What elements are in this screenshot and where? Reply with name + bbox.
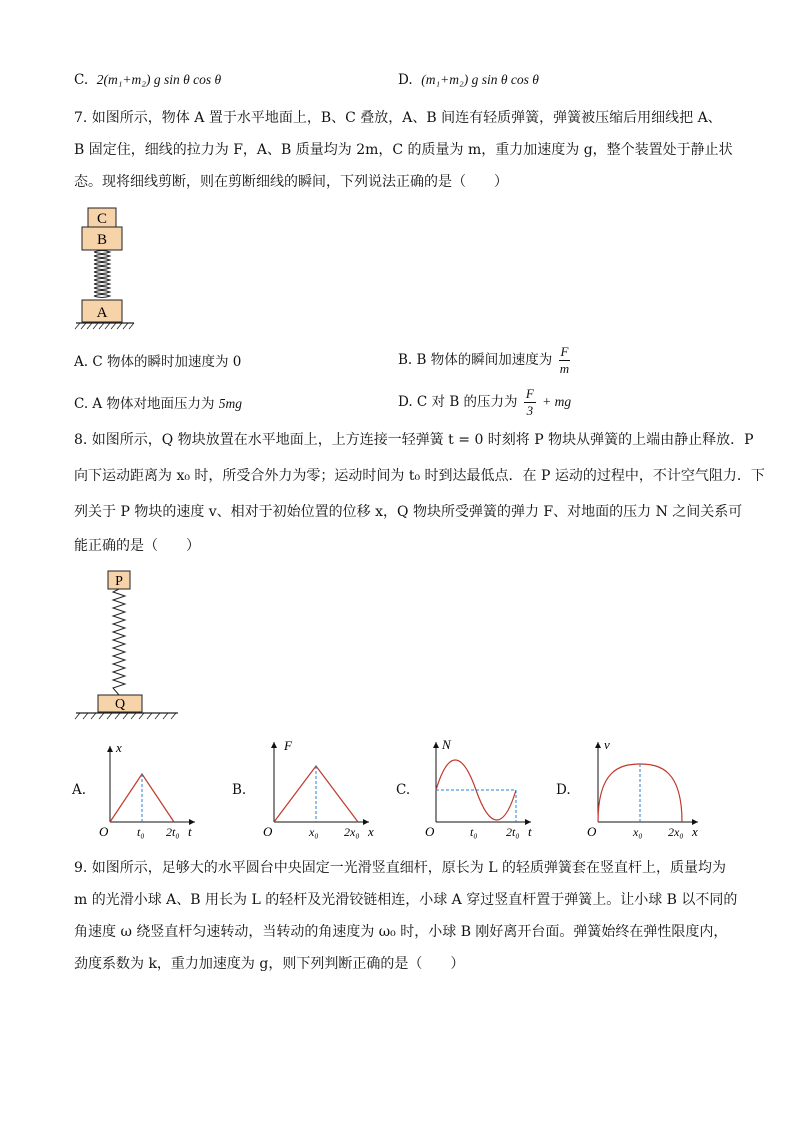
q6-option-d [398,70,539,90]
q8-graph-c-tick1: t₀ [470,825,478,839]
q7-option-b [398,344,572,377]
q7-option-d-fraction [524,386,536,419]
q9-stem-line1: 9. 如图所示，足够大的水平圆台中央固定一光滑竖直细杆，原长为 L 的轻质弹簧套在竖直杆上，质量均为 [74,860,727,876]
q8-graph-d [580,737,710,840]
q7-block-c-label: C [96,211,108,227]
q8-graph-c-origin: O [425,824,435,839]
q8-ground-hatch [75,713,176,719]
q7-option-b-den: m [559,361,570,376]
q8-graph-d-xlabel: x [692,824,698,839]
q8-graph-a-option: A. [72,782,87,798]
q8-graph-b-origin: O [263,824,273,839]
q7-option-d [398,386,571,419]
q8-graph-b-xlabel: x [368,824,374,839]
q6-option-c-label: C. [74,72,89,88]
q8-graph-c-xlabel: t [528,824,532,839]
q9-stem-line4: 劲度系数为 k，重力加速度为 g，则下列判断正确的是（ ） [74,956,465,972]
q8-graph-d-tick2: 2x₀ [668,825,684,839]
q9-stem-line3: 角速度 ω 绕竖直杆匀速转动，当转动的角速度为 ω₀ 时，小球 B 刚好离开台面。弹簧始终在弹性限度内， [74,924,728,940]
q7-stem-line1: 7. 如图所示，物体 A 置于水平地面上，B、C 叠放，A、B 间连有轻质弹簧，弹簧被压缩后用细线把 A、 [74,110,722,126]
q8-stem-line4: 能正确的是（ ） [74,538,200,554]
q8-graph-d-origin: O [587,824,597,839]
q7-option-d-den: 3 [526,403,534,418]
q8-graph-d-option: D. [556,782,571,798]
q8-graph-b-tick2: 2x₀ [344,825,360,839]
q7-ground-hatch [75,323,134,329]
q8-graph-a [92,740,202,840]
q8-stem-line3: 列关于 P 物块的速度 v、相对于初始位置的位移 x，Q 物块所受弹簧的弹力 F、对地面的压力 N 之间关系可 [74,504,743,520]
q8-block-q-label: Q [114,697,126,712]
q8-graph-c-dash [436,790,516,822]
q7-block-b-label: B [96,232,108,248]
q6-option-d-expr: (m₁+m₂) g sin θ cos θ [421,72,539,87]
q7-option-c-val: 5mg [218,396,243,411]
q8-graph-d-curve [598,764,682,822]
q8-graph-a-tick1: t₀ [137,825,145,839]
q8-graph-a-xlabel: t [188,824,192,839]
q7-option-d-prefix: D. C 对 B 的压力为 [398,394,518,410]
q9-stem-line2: m 的光滑小球 A、B 用长为 L 的轻杆及光滑铰链相连，小球 A 穿过竖直杆置于弹簧上。让小球 B 以不同的 [74,892,738,908]
q8-graph-a-ylabel: x [116,740,122,755]
q8-graph-c [418,737,538,840]
q8-graph-d-tick1: x₀ [633,825,643,839]
q8-graph-d-ylabel: v [604,737,610,752]
q8-stem-line1: 8. 如图所示，Q 物块放置在水平地面上，上方连接一轻弹簧 t = 0 时刻将 P 物块从弹簧的上端由静止释放．P [74,432,754,448]
q7-figure [74,205,154,335]
q8-graph-a-origin: O [99,824,109,839]
q7-option-a: A. C 物体的瞬时加速度为 0 [74,354,242,370]
q7-block-a-label: A [96,305,108,321]
q7-option-d-num: F [525,386,534,401]
q8-graph-b-option: B. [232,782,247,798]
q8-graph-b-ylabel: F [284,738,292,753]
q8-block-p-label: P [115,574,123,589]
q8-graph-c-tick2: 2t₀ [506,825,520,839]
q7-option-b-prefix: B. B 物体的瞬间加速度为 [398,352,553,368]
q7-spring [94,251,110,298]
q7-option-b-num: F [560,344,569,359]
q6-option-d-label: D. [398,72,413,88]
q8-graph-b [256,740,376,840]
q7-option-c [74,394,242,414]
q8-stem-line2: 向下运动距离为 x₀ 时，所受合外力为零；运动时间为 t₀ 时到达最低点．在 P 运动的过程中，不计空气阻力．下 [74,468,765,484]
q8-graph-c-ylabel: N [442,737,451,752]
q8-graph-b-tick1: x₀ [309,825,319,839]
q6-option-c [74,70,221,90]
q8-figure [74,570,184,720]
q7-option-c-prefix: C. A 物体对地面压力为 [74,396,215,412]
q7-option-d-suffix: + mg [542,394,572,409]
q8-graph-c-option: C. [396,782,411,798]
q8-spring [113,589,125,695]
q6-option-c-expr: 2(m₁+m₂) g sin θ cos θ [96,72,222,87]
q8-graph-a-tick2: 2t₀ [166,825,180,839]
q7-stem-line3: 态。现将细线剪断，则在剪断细线的瞬间，下列说法正确的是（ ） [74,174,508,190]
q7-stem-line2: B 固定住，细线的拉力为 F，A、B 质量均为 2m，C 的质量为 m，重力加速度为 g，整个装置处于静止状 [74,142,733,158]
q7-option-b-fraction [559,344,571,377]
